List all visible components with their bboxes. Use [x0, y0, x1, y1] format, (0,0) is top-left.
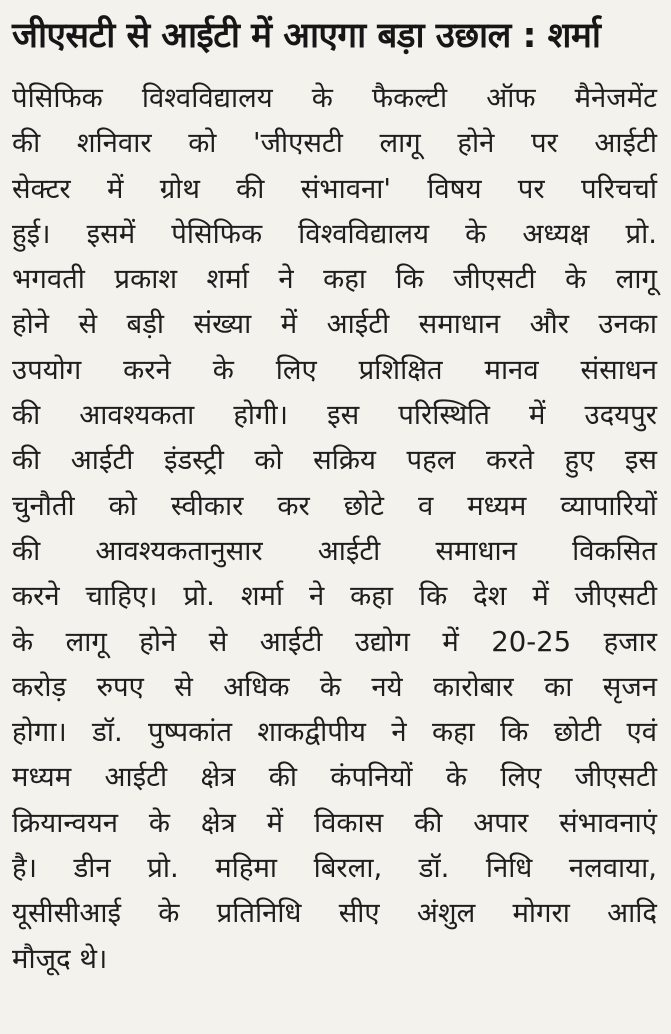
body-line: यूसीसीआई के प्रतिनिधि सीए अंशुल मोगरा आदि — [12, 897, 657, 930]
body-line: भगवती प्रकाश शर्मा ने कहा कि जीएसटी के लागू — [12, 263, 657, 296]
body-line: मध्यम आईटी क्षेत्र की कंपनियों के लिए जीएसटी — [12, 761, 657, 794]
headline: जीएसटी से आईटी में आएगा बड़ा उछाल : शर्मा — [12, 16, 601, 56]
body-line: होने से बड़ी संख्या में आईटी समाधान और उनका — [12, 308, 657, 341]
body-line: हुई। इसमें पेसिफिक विश्वविद्यालय के अध्यक्ष प्रो. — [12, 217, 657, 250]
body-line: होगा। डॉ. पुष्पकांत शाकद्वीपीय ने कहा कि छोटी एवं — [12, 716, 657, 749]
body-line: मौजूद थे। — [12, 942, 108, 975]
body-line: की शनिवार को 'जीएसटी लागू होने पर आईटी — [12, 127, 657, 160]
body-line: उपयोग करने के लिए प्रशिक्षित मानव संसाधन — [12, 353, 657, 386]
body-line: की आवश्यकता होगी। इस परिस्थिति में उदयपुर — [12, 399, 657, 432]
body-line: क्रियान्वयन के क्षेत्र में विकास की अपार संभावनाएं — [12, 806, 657, 839]
article-body — [12, 76, 657, 982]
body-line: चुनौती को स्वीकार कर छोटे व मध्यम व्यापारियों — [12, 489, 657, 522]
body-line: के लागू होने से आईटी उद्योग में 20-25 हजार — [12, 625, 657, 658]
body-line: की आवश्यकतानुसार आईटी समाधान विकसित — [12, 534, 657, 567]
body-line: करोड़ रुपए से अधिक के नये कारोबार का सृजन — [12, 670, 657, 703]
body-line: पेसिफिक विश्वविद्यालय के फैकल्टी ऑफ मैनेजमेंट — [12, 82, 657, 114]
body-line: करने चाहिए। प्रो. शर्मा ने कहा कि देश में जीएसटी — [12, 580, 657, 613]
body-line: है। डीन प्रो. महिमा बिरला, डॉ. निधि नलवाया, — [12, 852, 657, 885]
body-line: की आईटी इंडस्ट्री को सक्रिय पहल करते हुए इस — [12, 444, 657, 477]
body-line: सेक्टर में ग्रोथ की संभावना' विषय पर परिचर्चा — [12, 172, 657, 205]
